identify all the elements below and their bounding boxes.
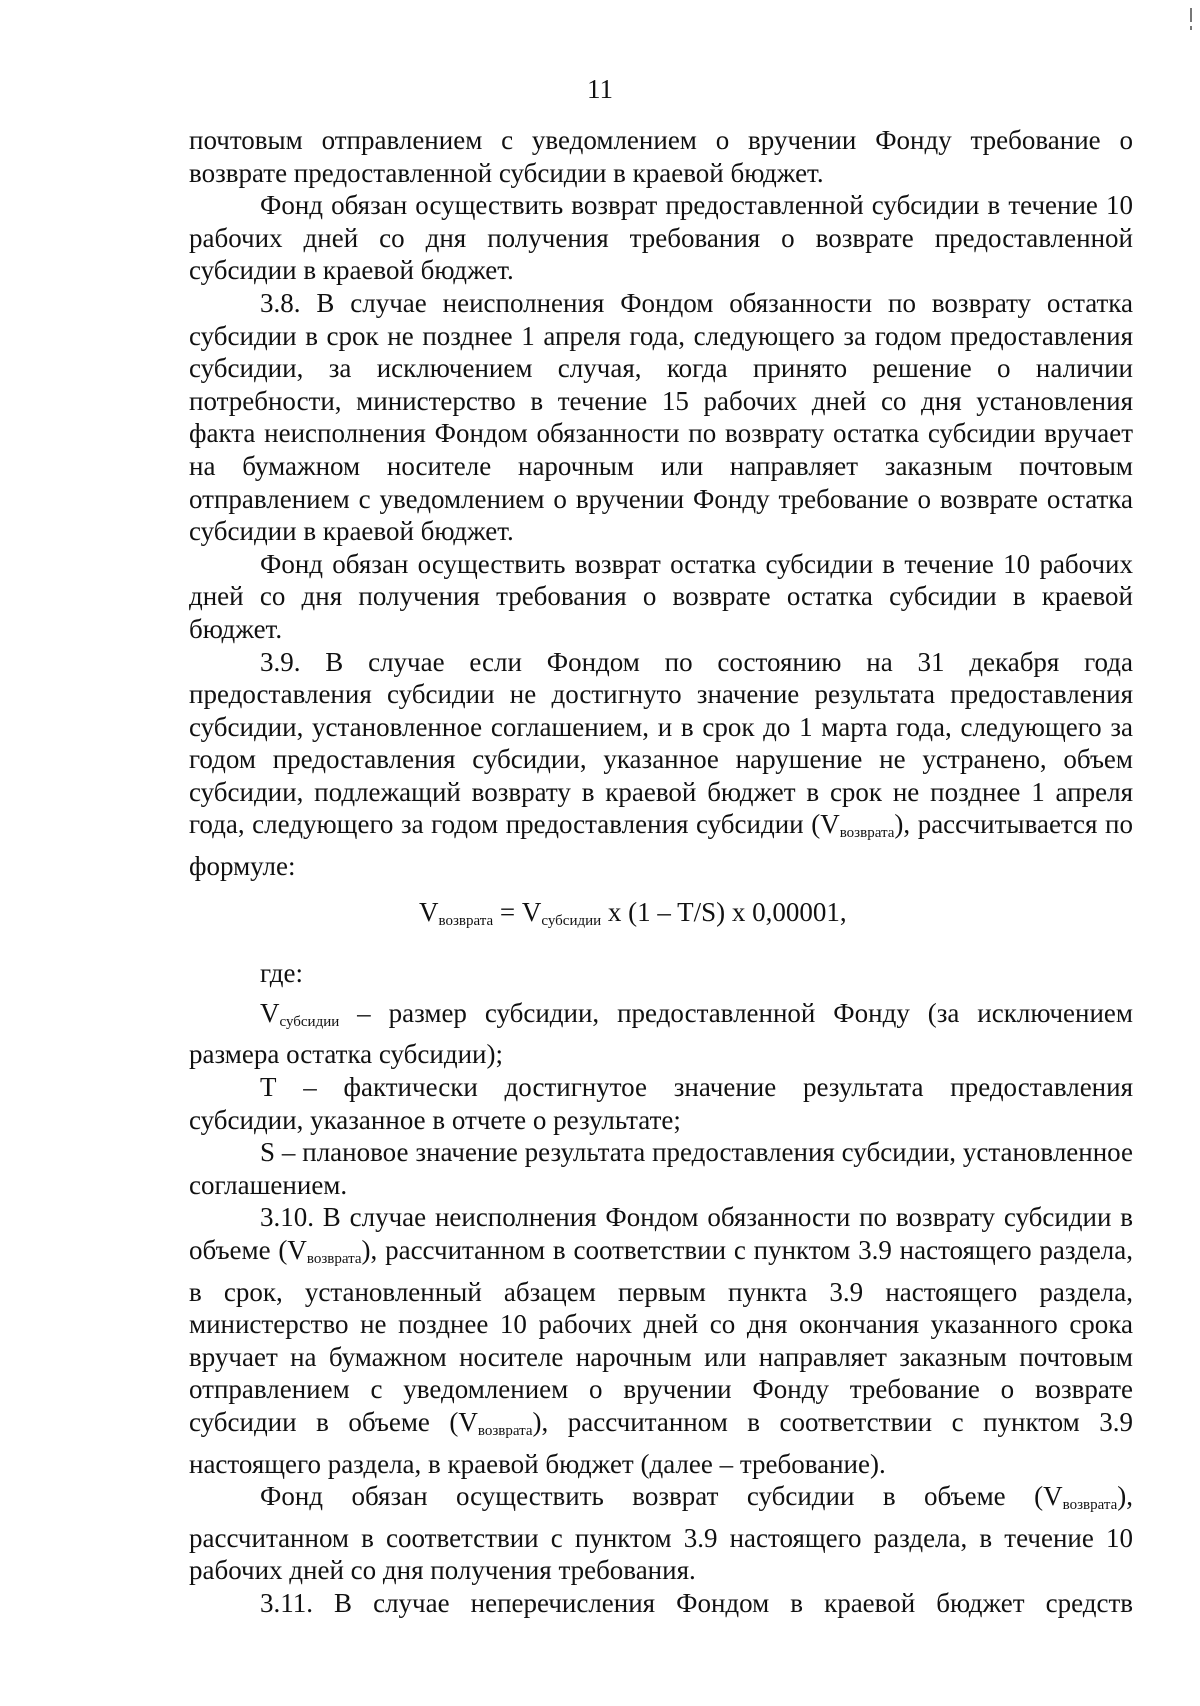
paragraph bbox=[189, 1480, 1133, 1587]
paragraph: Фонд обязан осуществить возврат предоставленной субсидии в течение 10 рабочих дней со дня получения требования о возврате предоставленной субсидии в краевой бюджет. bbox=[189, 190, 1133, 286]
definition-v bbox=[189, 997, 1133, 1071]
scan-mark bbox=[1190, 26, 1192, 30]
text-run: V bbox=[260, 997, 280, 1028]
text-run: ), рассчитанном в соответствии с пунктом 3.9 настоящего раздела, в краевой бюджет (далее – требование). bbox=[189, 1406, 1133, 1479]
formula-rest: x (1 – T/S) x 0,00001, bbox=[601, 896, 847, 927]
paragraph-3-11: 3.11. В случае неперечисления Фондом в краевой бюджет средств bbox=[260, 1587, 1133, 1618]
text-run: – размер субсидии, предоставленной Фонду (за исключением размера остатка субсидии); bbox=[189, 997, 1133, 1070]
subscript: возврата bbox=[1062, 1497, 1118, 1514]
formula-lhs: V bbox=[419, 896, 439, 927]
subscript: возврата bbox=[438, 912, 494, 929]
paragraph-3-9 bbox=[189, 646, 1133, 883]
formula bbox=[189, 896, 1133, 938]
subscript: субсидии bbox=[541, 912, 602, 929]
text-run: Фонд обязан осуществить возврат субсидии в объеме (V bbox=[260, 1481, 1063, 1512]
paragraph: Фонд обязан осуществить возврат остатка субсидии в течение 10 рабочих дней со дня получения требования о возврате остатка субсидии в краевой бюджет. bbox=[189, 548, 1133, 644]
scan-mark bbox=[1190, 8, 1192, 22]
definition-t: Т – фактически достигнутое значение результата предоставления субсидии, указанное в отчете о результате; bbox=[189, 1072, 1133, 1135]
where-label: где: bbox=[260, 958, 303, 989]
text-run: ), рассчитывается по формуле: bbox=[189, 809, 1133, 882]
subscript: возврата bbox=[839, 825, 895, 842]
page-number: 11 bbox=[587, 74, 613, 104]
subscript: возврата bbox=[477, 1422, 533, 1439]
paragraph-3-8: 3.8. В случае неисполнения Фондом обязанности по возврату остатка субсидии в срок не позднее 1 апреля года, следующего за годом предоставления субсидии, за исключением случая, когда принято решение о наличии потребности, министерство в течение 15 рабочих дней со дня установления факта неисполнения Фондом обязанности по возврату остатка субсидии вручает на бумажном носителе нарочным или направляет заказным почтовым отправлением с уведомлением о вручении Фонду требование о возврате остатка субсидии в краевой бюджет. bbox=[189, 287, 1133, 547]
definition-s: S – плановое значение результата предоставления субсидии, установленное соглашением. bbox=[189, 1137, 1133, 1200]
paragraph-3-10 bbox=[189, 1201, 1133, 1480]
subscript: субсидии bbox=[279, 1013, 340, 1030]
subscript: возврата bbox=[306, 1251, 362, 1267]
text-run: 3.10. В случае неисполнения Фондом обязанности по возврату субсидии в объеме (V bbox=[189, 1202, 1133, 1265]
paragraph: почтовым отправлением с уведомлением о вручении Фонду требование о возврате предоставленной субсидии в краевой бюджет. bbox=[189, 125, 1133, 188]
text-run: ), рассчитанном в соответствии с пунктом 3.9 настоящего раздела, в течение 10 рабочих дней со дня получения требования. bbox=[189, 1481, 1133, 1586]
text-run: 3.9. В случае если Фондом по состоянию на 31 декабря года предоставления субсидии не достигнуто значение результата предоставления субсидии, установленное соглашением, и в срок до 1 марта года, следующего за годом предоставления субсидии, указанное нарушение не устранено, объем субсидии, подлежащий возврату в краевой бюджет в срок не позднее 1 апреля года, следующего за годом предоставления субсидии (V bbox=[189, 646, 1133, 840]
body-text bbox=[189, 124, 1133, 1620]
text-run: ), рассчитанном в соответствии с пунктом 3.9 настоящего раздела, в срок, установленный абзацем первым пункта 3.9 настоящего раздела, министерство не позднее 10 рабочих дней со дня окончания указанного срока вручает на бумажном носителе нарочным или направляет заказным почтовым отправлением с уведомлением о вручении Фонду требование о возврате субсидии в объеме (V bbox=[189, 1235, 1134, 1437]
formula-eq: = V bbox=[493, 896, 542, 927]
